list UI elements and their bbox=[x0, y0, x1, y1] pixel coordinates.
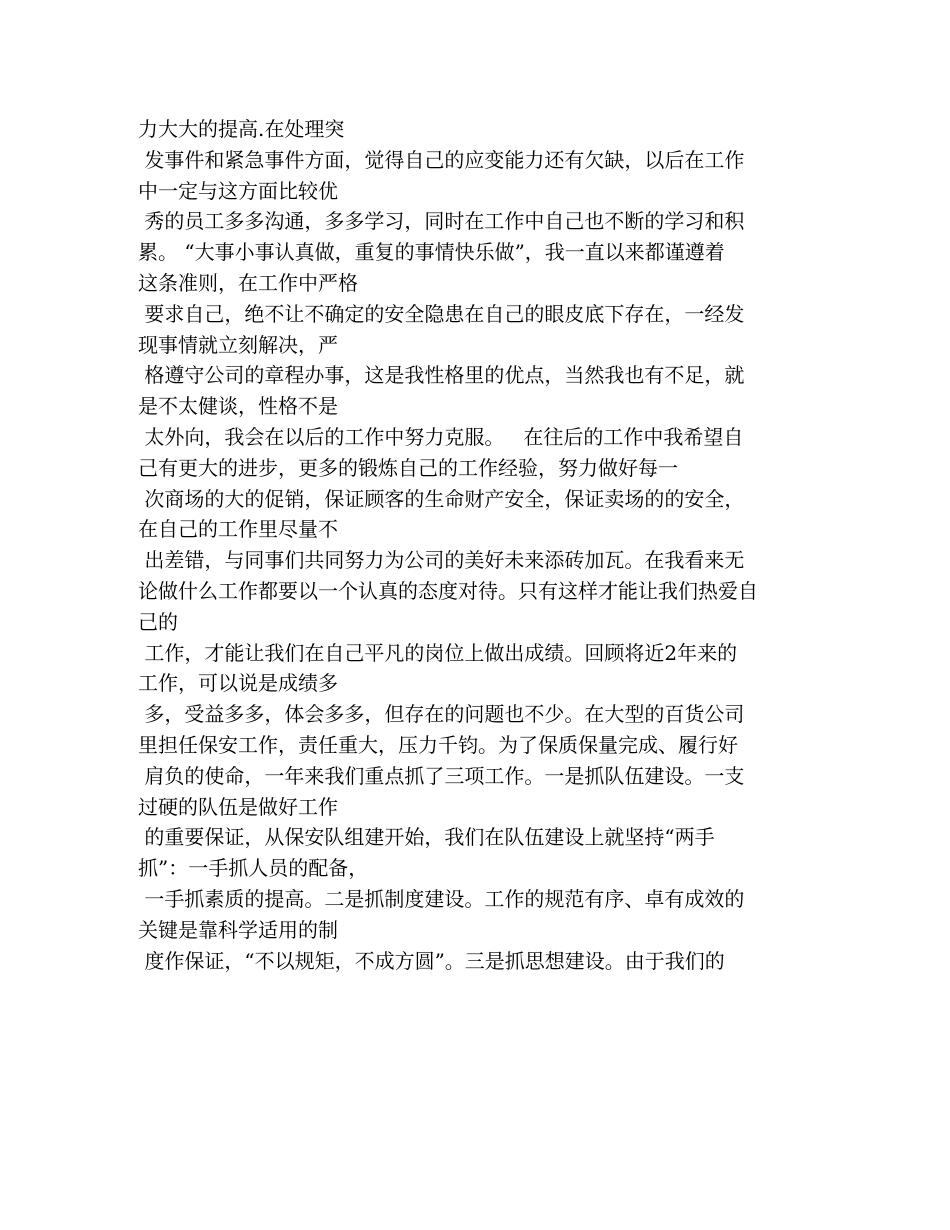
text-line: 己的 bbox=[138, 609, 178, 634]
text-line: 论做什么工作都要以一个认真的态度对待。只有这样才能让我们热爱自 bbox=[138, 578, 758, 603]
text-line: 是不太健谈，性格不是 bbox=[138, 394, 338, 419]
text-line: 力大大的提高.在处理突 bbox=[138, 117, 345, 141]
text-line: 抓”：一手抓人员的配备， bbox=[138, 856, 369, 881]
document-body-text bbox=[138, 114, 818, 976]
text-line: 要求自己，绝不让不确定的安全隐患在自己的眼皮底下存在，一经发 bbox=[138, 301, 745, 326]
text-line: 出差错，与同事们共同努力为公司的美好未来添砖加瓦。在我看来无 bbox=[138, 548, 745, 573]
text-line: 肩负的使命，一年来我们重点抓了三项工作。一是抓队伍建设。一支 bbox=[138, 763, 745, 788]
text-line: 这条准则，在工作中严格 bbox=[138, 270, 358, 295]
text-line: 度作保证，“不以规矩，不成方圆”。三是抓思想建设。由于我们的 bbox=[138, 948, 725, 973]
text-line: 在自己的工作里尽量不 bbox=[138, 517, 338, 542]
text-line: 己有更大的进步，更多的锻炼自己的工作经验，努力做好每一 bbox=[138, 455, 678, 480]
text-line: 多，受益多多，体会多多，但存在的问题也不少。在大型的百货公司 bbox=[138, 702, 745, 727]
text-line: 关键是靠科学适用的制 bbox=[138, 917, 338, 942]
text-line: 一手抓素质的提高。二是抓制度建设。工作的规范有序、卓有成效的 bbox=[138, 886, 745, 911]
text-line: 中一定与这方面比较优 bbox=[138, 178, 338, 203]
text-line: 的重要保证，从保安队组建开始，我们在队伍建设上就坚持“两手 bbox=[138, 825, 715, 850]
text-line: 累。 “大事小事认真做，重复的事情快乐做”，我一直以来都谨遵着 bbox=[138, 240, 725, 265]
text-line: 格遵守公司的章程办事，这是我性格里的优点，当然我也有不足，就 bbox=[138, 363, 745, 388]
text-line: 太外向，我会在以后的工作中努力克服。 在往后的工作中我希望自 bbox=[138, 424, 744, 449]
text-line: 工作，可以说是成绩多 bbox=[138, 671, 338, 696]
text-line: 里担任保安工作，责任重大，压力千钧。为了保质保量完成、履行好 bbox=[138, 732, 738, 757]
text-line: 过硬的队伍是做好工作 bbox=[138, 794, 338, 819]
text-line: 发事件和紧急事件方面，觉得自己的应变能力还有欠缺，以后在工作 bbox=[138, 147, 745, 172]
text-line: 现事情就立刻解决，严 bbox=[138, 332, 338, 357]
text-line: 工作，才能让我们在自己平凡的岗位上做出成绩。回顾将近2年来的 bbox=[138, 640, 738, 665]
text-line: 秀的员工多多沟通，多多学习，同时在工作中自己也不断的学习和积 bbox=[138, 209, 745, 234]
text-line: 次商场的大的促销，保证顾客的生命财产安全，保证卖场的的安全， bbox=[138, 486, 745, 511]
